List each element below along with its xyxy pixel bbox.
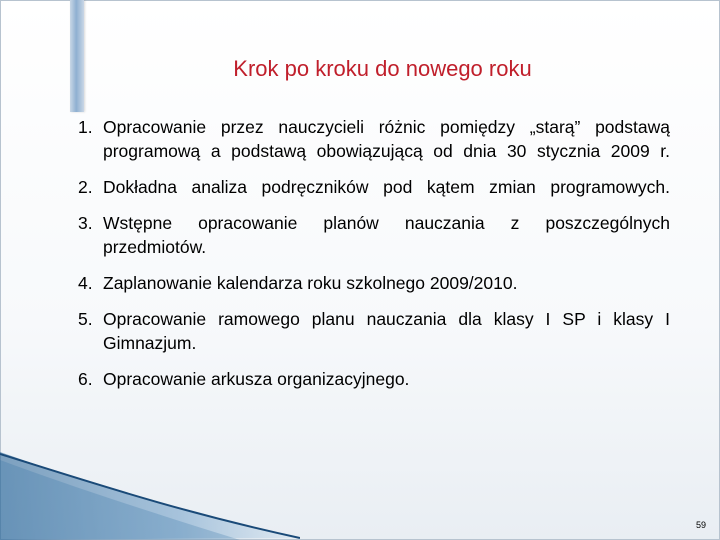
item-text: Dokładna analiza podręczników pod kątem zmian programowych. [103, 177, 670, 197]
item-text: Zaplanowanie kalendarza roku szkolnego 2009/2010. [103, 273, 518, 293]
item-number: 4. [78, 273, 93, 293]
list-item [78, 115, 670, 163]
list-item [78, 175, 670, 199]
item-number: 6. [78, 369, 93, 389]
slide-title: Krok po kroku do nowego roku [233, 56, 532, 81]
item-number: 2. [78, 177, 93, 197]
page-number: 59 [695, 520, 706, 530]
item-number: 5. [78, 309, 93, 329]
item-text: Opracowanie przez nauczycieli różnic pomiędzy „starą” podstawą programową a podstawą obowiązującą od dnia 30 stycznia 2009 r. [103, 117, 670, 161]
item-text: Wstępne opracowanie planów nauczania z poszczególnych przedmiotów. [103, 213, 670, 257]
list-item [78, 271, 670, 295]
list-item [78, 307, 670, 355]
item-number: 1. [78, 117, 93, 137]
list-item [78, 367, 670, 391]
corner-decoration [0, 450, 300, 540]
item-text: Opracowanie arkusza organizacyjnego. [103, 369, 410, 389]
item-text: Opracowanie ramowego planu nauczania dla klasy I SP i klasy I Gimnazjum. [103, 309, 670, 353]
list-item [78, 211, 670, 259]
item-number: 3. [78, 213, 93, 233]
steps-list [78, 115, 670, 403]
